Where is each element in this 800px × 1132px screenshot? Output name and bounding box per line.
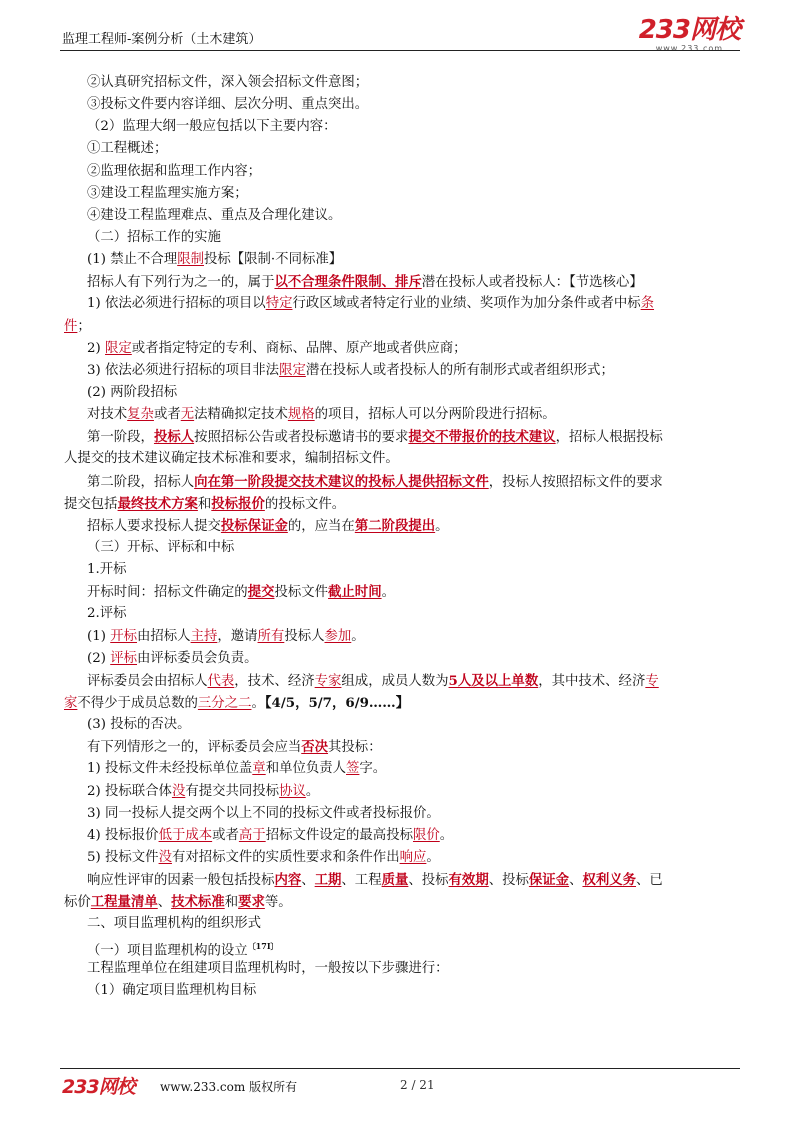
highlighted-term: 条 <box>640 296 655 312</box>
text-run: 、 <box>301 873 315 889</box>
text-run: 1) 投标文件未经投标单位盖 <box>87 761 253 777</box>
brand-logo-url: www.233.com <box>655 44 724 53</box>
text-run: 的项目，招标人可以分两阶段进行招标。 <box>314 407 556 423</box>
text-run: 投标人 <box>284 628 325 644</box>
highlighted-term: 所有 <box>257 628 285 644</box>
text-run: (2) <box>87 650 111 666</box>
highlighted-term: 第二阶段提出 <box>354 517 436 534</box>
text-run: 的投标文件。 <box>264 496 346 512</box>
text-line <box>87 825 727 847</box>
text-run: 评标委员会由招标人 <box>87 673 208 689</box>
exam-year-tag: 〔17Ⅰ〕 <box>247 941 279 952</box>
text-run: ③建设工程监理实施方案； <box>87 185 248 201</box>
text-run: (2) 两阶段招标 <box>87 384 178 400</box>
text-run: 、工程 <box>341 873 382 889</box>
text-line <box>87 72 727 94</box>
text-run: 由评标委员会负责。 <box>137 650 258 666</box>
text-run: 不得少于成员总数的 <box>77 695 198 711</box>
text-run: 二、项目监理机构的组织形式 <box>87 916 262 932</box>
text-run: 、投标 <box>408 873 449 889</box>
text-line <box>87 271 727 293</box>
highlighted-term: 有效期 <box>448 872 489 889</box>
text-run: 。 <box>351 628 365 644</box>
text-run: 1) 依法必须进行招标的项目以 <box>87 296 266 312</box>
text-run: ①工程概述； <box>87 141 168 157</box>
text-line <box>64 448 727 470</box>
highlighted-term: 投标人 <box>153 429 195 446</box>
text-run: 按照招标公告或者投标邀请书的要求 <box>194 430 409 446</box>
highlighted-term: 签 <box>346 761 360 777</box>
highlighted-term: 5人及以上单数 <box>448 672 539 689</box>
document-body <box>64 72 727 1002</box>
highlighted-term: 规格 <box>287 407 315 423</box>
highlighted-term: 开标 <box>110 628 138 644</box>
text-line <box>64 316 727 338</box>
text-line <box>87 781 727 803</box>
page-header <box>60 14 740 58</box>
highlighted-term: 响应 <box>399 849 427 865</box>
text-run: 3) 依法必须进行招标的项目非法 <box>87 362 280 378</box>
highlighted-term: 评标 <box>110 650 138 666</box>
text-line <box>87 581 727 603</box>
highlighted-term: 要求 <box>238 894 265 911</box>
text-line <box>87 626 727 648</box>
highlighted-term: 工期 <box>314 872 342 889</box>
highlighted-term: 限制 <box>177 252 204 268</box>
text-line <box>87 249 727 271</box>
text-run: (1) <box>87 628 111 644</box>
text-run: 人提交的技术建议确定技术标准和要求，编制招标文件。 <box>64 451 399 467</box>
highlighted-term: 家 <box>64 695 78 711</box>
text-line <box>87 736 727 758</box>
text-run: 、 <box>157 895 172 911</box>
text-run: 提交包括 <box>64 496 118 512</box>
bold-note: 【4/5，5/7，6/9……】 <box>264 694 410 711</box>
text-run: 、已 <box>636 873 663 889</box>
text-run: (3) 投标的否决。 <box>87 717 191 733</box>
text-run: 投标【限制·不同标准】 <box>203 252 343 268</box>
text-run: ②认真研究招标文件，深入领会招标文件意图； <box>87 75 369 90</box>
text-run: 3) 同一投标人提交两个以上不同的投标文件或者投标报价。 <box>87 805 440 821</box>
highlighted-term: 无 <box>180 407 195 423</box>
text-run: 法精确拟定技术 <box>194 407 288 423</box>
highlighted-term: 专 <box>645 673 659 689</box>
text-run: 组成，成员人数为 <box>341 673 449 689</box>
text-line <box>87 227 727 249</box>
text-run: 工程监理单位在组建项目监理机构时，一般按以下步骤进行： <box>87 960 449 976</box>
footer-site: www.233.com 版权所有 <box>160 1080 298 1094</box>
text-run: ②监理依据和监理工作内容； <box>87 163 262 179</box>
text-run: 第二阶段，招标人 <box>87 474 195 490</box>
text-run: 其投标： <box>328 740 382 756</box>
text-run: 和单位负责人 <box>265 761 347 777</box>
highlighted-term: 投标保证金 <box>220 517 288 534</box>
text-run: 潜在投标人或者投标人：【节选核心】 <box>421 275 643 291</box>
text-run: ，技术、经济 <box>234 673 315 689</box>
text-run: 。 <box>426 849 440 865</box>
highlighted-term: 专家 <box>314 673 342 689</box>
text-run: 或者 <box>212 827 239 843</box>
text-run: 对技术 <box>87 407 128 423</box>
text-run: 字。 <box>359 761 387 777</box>
highlighted-term: 最终技术方案 <box>117 495 198 512</box>
highlighted-term: 协议 <box>279 783 306 799</box>
highlighted-term: 工程量清单 <box>90 894 158 911</box>
highlighted-term: 保证金 <box>528 872 570 889</box>
text-run: 、投标 <box>488 873 529 889</box>
text-run: （1）确定项目监理机构目标 <box>87 982 257 998</box>
footer-rule <box>60 1068 740 1069</box>
highlighted-term: 限价 <box>412 827 440 843</box>
text-run: 2) <box>87 340 106 356</box>
brand-logo-text: 233网校 <box>638 15 740 45</box>
text-line <box>87 869 727 891</box>
header-rule <box>60 50 740 51</box>
text-run: ③投标文件要内容详细、层次分明、重点突出。 <box>87 97 369 113</box>
text-run: 标价 <box>64 895 91 911</box>
text-run: ，其中技术、经济 <box>538 673 646 689</box>
text-line <box>87 958 727 980</box>
text-line <box>87 758 727 780</box>
highlighted-term: 代表 <box>207 673 235 689</box>
text-run: 招标人有下列行为之一的，属于 <box>87 275 275 291</box>
text-run: 潜在投标人或者投标人的所有制形式或者组织形式； <box>305 362 614 378</box>
text-run: 。 <box>251 695 265 711</box>
highlighted-term: 章 <box>252 761 266 777</box>
text-run: 和 <box>224 895 239 911</box>
highlighted-term: 投标报价 <box>211 495 265 512</box>
text-run: 招标文件设定的最高投标 <box>265 827 413 843</box>
page-number: 2 / 21 <box>400 1078 435 1092</box>
text-line <box>87 293 727 315</box>
text-run: 和 <box>197 496 212 512</box>
text-run: 或者 <box>153 407 181 423</box>
text-run: 。 <box>439 827 454 843</box>
highlighted-term: 提交 <box>247 584 275 601</box>
text-run: 招标人要求投标人提交 <box>87 518 221 534</box>
text-run: 2) 投标联合体 <box>87 783 172 799</box>
text-run: 行政区域或者特定行业的业绩、奖项作为加分条件或者中标 <box>292 296 641 312</box>
text-run: 等。 <box>264 895 292 911</box>
text-line <box>87 670 727 692</box>
highlighted-term: 限定 <box>279 362 306 378</box>
text-line <box>87 183 727 205</box>
text-line <box>87 847 727 869</box>
text-line <box>87 559 727 581</box>
text-run: ，招标人根据投标 <box>555 430 663 446</box>
text-run: 、 <box>569 873 583 889</box>
text-line <box>87 714 727 736</box>
text-run: 。 <box>435 518 449 534</box>
brand-logo <box>639 16 740 53</box>
text-run: 有对招标文件的实质性要求和条件作出 <box>171 849 400 865</box>
text-line <box>87 360 727 382</box>
text-line <box>64 891 727 913</box>
text-line <box>87 803 727 825</box>
text-line <box>87 426 727 448</box>
highlighted-term: 低于成本 <box>158 827 213 843</box>
text-run: (1) 禁止不合理 <box>87 252 178 268</box>
text-run: 第一阶段， <box>87 430 154 446</box>
text-run: 的，应当在 <box>287 518 355 534</box>
page-footer <box>60 1074 740 1098</box>
text-run: （2）监理大纲一般应包括以下主要内容： <box>87 119 337 135</box>
text-line <box>87 603 727 625</box>
text-line <box>87 205 727 227</box>
text-run: ，邀请 <box>217 628 258 644</box>
text-line <box>87 980 727 1002</box>
text-line <box>64 493 727 515</box>
header-title: 监理工程师-案例分析（土木建筑） <box>62 32 262 47</box>
text-run: 由招标人 <box>137 628 191 644</box>
highlighted-term: 限定 <box>105 340 132 356</box>
text-run: 。 <box>381 585 395 601</box>
text-line <box>87 138 727 160</box>
text-run: 响应性评审的因素一般包括投标 <box>87 873 275 889</box>
text-run: 有提交共同投标 <box>185 783 280 799</box>
text-run: ④建设工程监理难点、重点及合理化建议。 <box>87 207 342 223</box>
text-line <box>87 648 727 670</box>
text-run: 。 <box>305 783 320 799</box>
text-run: ，投标人按照招标文件的要求 <box>488 474 663 490</box>
highlighted-term: 权利义务 <box>582 872 637 889</box>
text-line <box>87 116 727 138</box>
text-run: 1.开标 <box>87 562 127 578</box>
text-line <box>87 161 727 183</box>
text-line <box>87 913 727 935</box>
text-line <box>87 935 727 957</box>
text-run: 开标时间：招标文件确定的 <box>87 585 248 601</box>
text-run: ； <box>77 318 91 334</box>
highlighted-term: 截止时间 <box>328 584 382 601</box>
highlighted-term: 件 <box>64 318 78 334</box>
text-line <box>87 338 727 360</box>
text-run: 投标文件 <box>274 585 329 601</box>
highlighted-term: 提交不带报价的技术建议 <box>408 429 556 446</box>
text-line <box>87 404 727 426</box>
text-line <box>64 692 727 714</box>
text-line <box>87 515 727 537</box>
text-run: （二）招标工作的实施 <box>87 229 221 245</box>
highlighted-term: 向在第一阶段提交技术建议的投标人提供招标文件 <box>194 473 489 490</box>
footer-logo: 233网校 <box>62 1076 135 1098</box>
text-run: 或者指定特定的专利、商标、品牌、原产地或者供应商； <box>131 340 467 356</box>
highlighted-term: 没 <box>158 849 172 865</box>
text-run: （一）项目监理机构的设立 <box>87 943 248 959</box>
text-line <box>87 537 727 559</box>
text-line <box>87 382 727 404</box>
highlighted-term: 三分之二 <box>197 695 252 711</box>
highlighted-term: 内容 <box>274 872 302 889</box>
text-run: 2.评标 <box>87 606 127 622</box>
highlighted-term: 复杂 <box>127 407 154 423</box>
highlighted-term: 主持 <box>190 628 218 644</box>
highlighted-term: 技术标准 <box>171 894 225 911</box>
text-run: 5) 投标文件 <box>87 849 159 865</box>
highlighted-term: 质量 <box>381 872 409 889</box>
highlighted-term: 没 <box>171 783 186 799</box>
highlighted-term: 高于 <box>238 827 266 843</box>
text-line <box>87 471 727 493</box>
highlighted-term: 以不合理条件限制、排斥 <box>274 274 422 291</box>
text-line <box>87 94 727 116</box>
highlighted-term: 特定 <box>265 296 293 312</box>
text-run: （三）开标、评标和中标 <box>87 539 235 555</box>
text-run: 有下列情形之一的，评标委员会应当 <box>87 740 302 756</box>
highlighted-term: 否决 <box>301 739 329 756</box>
text-run: 4) 投标报价 <box>87 827 159 843</box>
highlighted-term: 参加 <box>324 628 352 644</box>
